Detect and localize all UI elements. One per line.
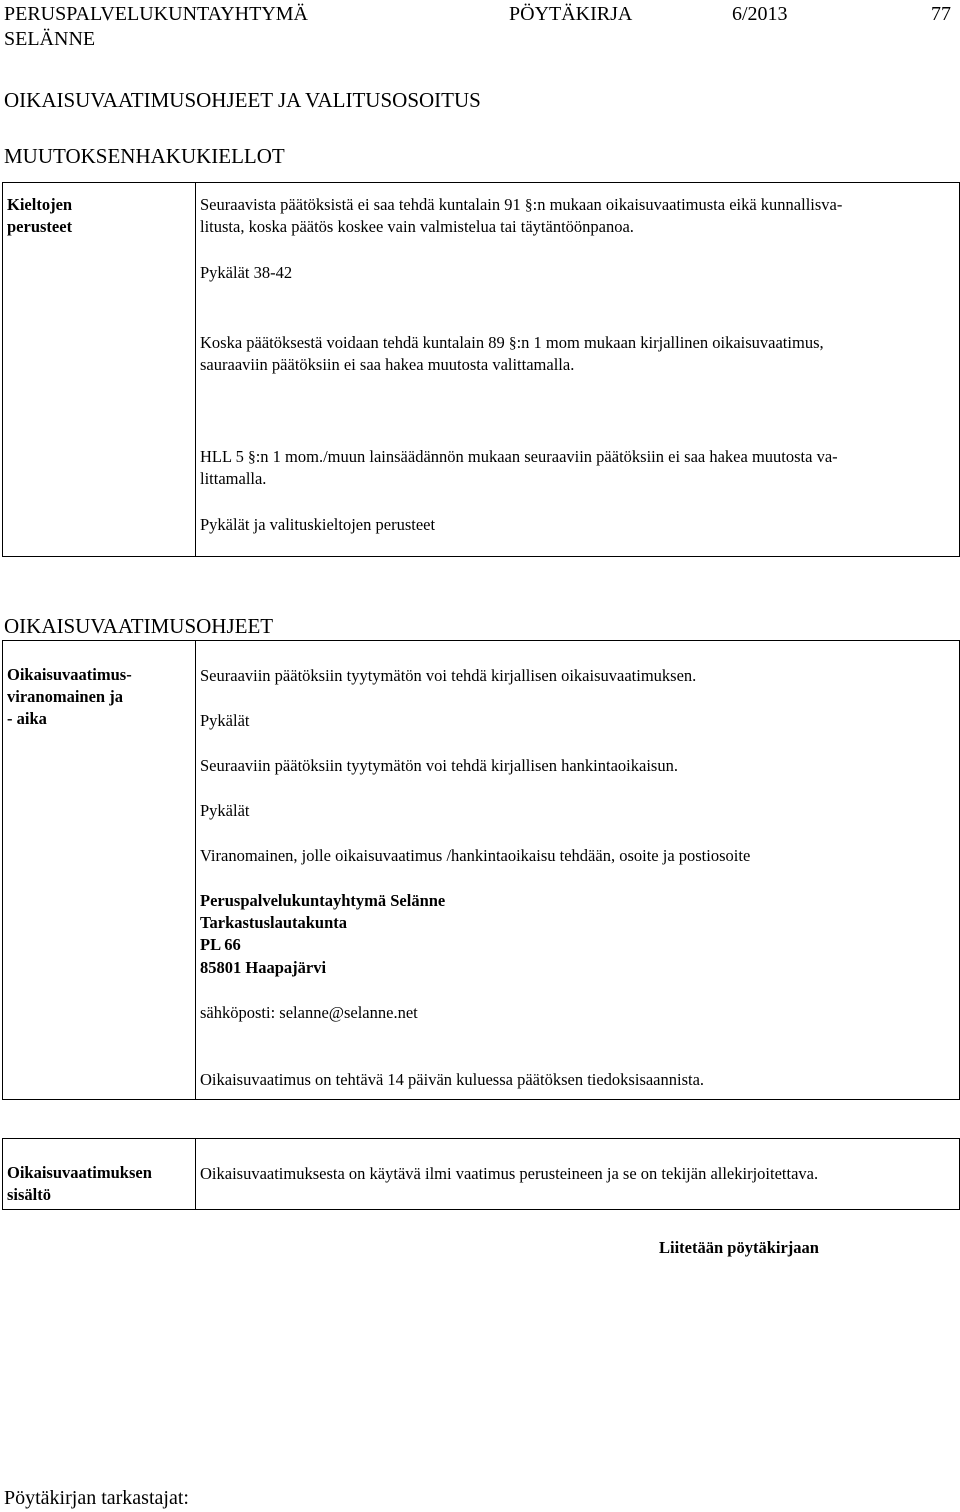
attached-note: Liitetään pöytäkirjaan bbox=[659, 1238, 819, 1257]
section-heading-muutoksenhakukiellot: MUUTOKSENHAKUKIELLOT bbox=[4, 144, 285, 168]
issue-number: 6/2013 bbox=[732, 3, 788, 25]
label-oikaisuvaatimus: Oikaisuvaatimus- bbox=[7, 665, 132, 684]
label-oikaisuvaatimuksen: Oikaisuvaatimuksen bbox=[7, 1163, 152, 1182]
footer-inspectors: Pöytäkirjan tarkastajat: bbox=[4, 1487, 189, 1509]
paragraph-pykalat-1: Pykälät bbox=[200, 711, 250, 730]
organization-name: PERUSPALVELUKUNTAYHTYMÄ bbox=[4, 3, 309, 25]
label-viranomainen: viranomainen ja bbox=[7, 687, 123, 706]
paragraph-deadline: Oikaisuvaatimus on tehtävä 14 päivän kuluessa päätöksen tiedoksisaannista. bbox=[200, 1070, 705, 1089]
paragraph-pykalat-2: Pykälät bbox=[200, 801, 250, 820]
paragraph-hll-5: HLL 5 §:n 1 mom./muun lainsäädännön mukaan seuraaviin päätöksiin ei saa hakea muutosta va- bbox=[200, 447, 838, 466]
address-po-box: PL 66 bbox=[200, 935, 241, 954]
paragraph-kuntalain-89: Koska päätöksestä voidaan tehdä kuntalain 89 §:n 1 mom mukaan kirjallinen oikaisuvaatimus, bbox=[200, 333, 824, 352]
email-address: sähköposti: selanne@selanne.net bbox=[200, 1003, 418, 1022]
column-divider bbox=[195, 640, 196, 1100]
paragraph-hll-5-line2: littamalla. bbox=[200, 469, 267, 488]
section-heading-oikaisuvaatimusohjeet: OIKAISUVAATIMUSOHJEET bbox=[4, 614, 274, 638]
page-title: OIKAISUVAATIMUSOHJEET JA VALITUSOSOITUS bbox=[4, 88, 481, 112]
address-organization: Peruspalvelukuntayhtymä Selänne bbox=[200, 891, 446, 910]
section-sign-icon: § bbox=[508, 335, 517, 352]
column-divider bbox=[195, 1138, 196, 1210]
paragraph-valituskiellot: Pykälät ja valituskieltojen perusteet bbox=[200, 515, 436, 534]
section-sign-icon: § bbox=[247, 449, 256, 466]
label-aika: - aika bbox=[7, 709, 47, 728]
paragraph-sisalto: Oikaisuvaatimuksesta on käytävä ilmi vaatimus perusteineen ja se on tekijän allekirjoitettava. bbox=[200, 1164, 819, 1183]
section-sign-icon: § bbox=[524, 197, 533, 214]
address-board: Tarkastuslautakunta bbox=[200, 913, 348, 932]
paragraph-kuntalain-89-line2: sauraaviin päätöksiin ei saa hakea muutosta valittamalla. bbox=[200, 355, 575, 374]
paragraph-hankintaoikaisu: Seuraaviin päätöksiin tyytymätön voi tehdä kirjallisen hankintaoikaisun. bbox=[200, 756, 678, 775]
paragraph-pykalat-38-42: Pykälät 38-42 bbox=[200, 263, 293, 282]
paragraph-kieltojen-1-line2: litusta, koska päätös koskee vain valmistelua tai täytäntöönpanoa. bbox=[200, 217, 634, 236]
label-perusteet: perusteet bbox=[7, 217, 73, 236]
column-divider bbox=[195, 182, 196, 557]
document-type: PÖYTÄKIRJA bbox=[509, 3, 633, 25]
label-kieltojen: Kieltojen bbox=[7, 195, 73, 214]
address-postal-city: 85801 Haapajärvi bbox=[200, 958, 327, 977]
paragraph-oikaisuvaatimus: Seuraaviin päätöksiin tyytymätön voi tehdä kirjallisen oikaisuvaatimuksen. bbox=[200, 666, 697, 685]
organization-name-line2: SELÄNNE bbox=[4, 28, 96, 50]
section-box-oikaisuvaatimus bbox=[2, 640, 960, 1100]
page-number: 77 bbox=[931, 3, 951, 25]
paragraph-viranomainen-osoite: Viranomainen, jolle oikaisuvaatimus /hankintaoikaisu tehdään, osoite ja postiosoite bbox=[200, 846, 751, 865]
paragraph-kieltojen-1: Seuraavista päätöksistä ei saa tehdä kuntalain 91 §:n mukaan oikaisuvaatimusta eikä kunnallisva- bbox=[200, 195, 843, 214]
label-sisalto: sisältö bbox=[7, 1185, 52, 1204]
